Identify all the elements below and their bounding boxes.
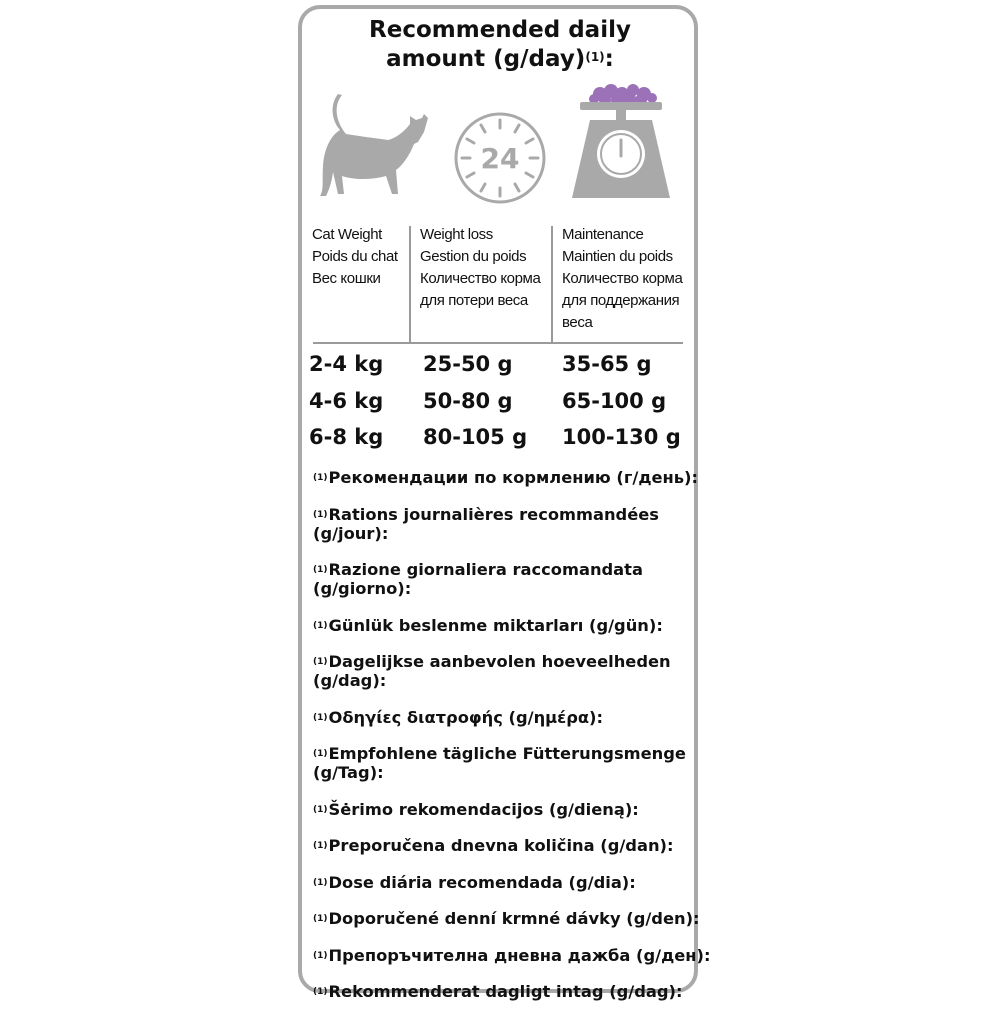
clock-24-icon bbox=[456, 114, 544, 202]
icon-row bbox=[300, 84, 700, 204]
translation-note bbox=[313, 560, 699, 598]
clock-label: 24 bbox=[480, 142, 520, 175]
footnote-mark: (1) bbox=[313, 712, 328, 723]
translation-text: (g/dag): bbox=[313, 671, 387, 690]
translation-note bbox=[313, 836, 699, 855]
translation-text: Dose diária recomendada (g/dia): bbox=[328, 872, 636, 892]
footnote-mark: (1) bbox=[313, 749, 328, 759]
guide-title bbox=[300, 16, 700, 74]
footnote-mark: (1) bbox=[313, 914, 328, 924]
translation-text: Рекомендации по кормлению (г/день): bbox=[328, 468, 699, 487]
translation-note bbox=[313, 505, 699, 543]
translation-text: Empfohlene tägliche Fütterungsmenge bbox=[328, 744, 686, 763]
translation-text: Šėrimo rekomendacijos (g/dieną): bbox=[328, 799, 639, 819]
translation-line bbox=[313, 671, 699, 690]
translation-note bbox=[313, 468, 699, 487]
header-maintenance: Maintenance Maintien du poids Количество корма для поддержания веса bbox=[562, 226, 683, 331]
translation-text: Rekommenderat dagligt intag (g/dag): bbox=[328, 982, 683, 1001]
translation-note bbox=[313, 909, 699, 928]
footnote-mark: (1) bbox=[313, 565, 328, 575]
translation-line bbox=[313, 652, 699, 671]
translations-list bbox=[313, 468, 711, 1019]
column-divider bbox=[409, 226, 411, 342]
translation-text: Rations journalières recommandées bbox=[328, 504, 659, 524]
translation-text: Razione giornaliera raccomandata bbox=[328, 560, 643, 579]
translation-note bbox=[313, 616, 699, 635]
title-line-2: amount $(g/day)^{(1)}$: bbox=[386, 46, 614, 72]
translation-text: Doporučené denní krmné dávky (g/den): bbox=[328, 909, 700, 928]
kitchen-scale-icon bbox=[572, 84, 670, 198]
footnote-mark: (1) bbox=[313, 877, 328, 888]
translation-line bbox=[313, 945, 711, 965]
translation-line bbox=[313, 909, 699, 928]
translation-line bbox=[313, 524, 699, 543]
translation-line bbox=[313, 800, 699, 819]
translation-note bbox=[313, 873, 699, 892]
translation-text: Dagelijkse aanbevolen hoeveelheden bbox=[328, 652, 671, 671]
translation-line bbox=[313, 873, 699, 892]
translation-note bbox=[313, 945, 711, 965]
translation-line bbox=[313, 836, 699, 855]
footnote-mark: (1) bbox=[313, 841, 328, 851]
header-cat-weight: Cat Weight Poids du chat Вес кошки bbox=[312, 226, 398, 287]
translation-text: (g/Tag): bbox=[313, 763, 384, 782]
translation-line bbox=[313, 744, 699, 763]
translation-line bbox=[313, 579, 699, 598]
footnote-mark: (1) bbox=[313, 804, 328, 815]
translation-text: (g/jour): bbox=[313, 523, 389, 543]
translation-text: Günlük beslenme miktarları (g/gün): bbox=[328, 615, 663, 635]
translation-line bbox=[313, 560, 699, 579]
translation-note bbox=[313, 982, 699, 1001]
header-divider bbox=[313, 342, 683, 344]
footnote-mark: (1) bbox=[313, 620, 328, 631]
translation-text: (g/giorno): bbox=[313, 579, 412, 598]
footnote-mark: (1) bbox=[585, 50, 605, 64]
title-line-1: Recommended daily bbox=[369, 17, 631, 43]
translation-text: Preporučena dnevna količina (g/dan): bbox=[328, 836, 674, 855]
translation-line bbox=[313, 982, 699, 1001]
footnote-mark: (1) bbox=[313, 509, 328, 520]
footnote-mark: (1) bbox=[313, 950, 328, 961]
translation-note bbox=[313, 652, 699, 690]
translation-text: Препоръчителна дневна дажба (g/ден): bbox=[328, 945, 711, 965]
translation-line bbox=[313, 763, 699, 782]
column-divider bbox=[551, 226, 553, 342]
footnote-mark: (1) bbox=[313, 657, 328, 667]
translation-note bbox=[313, 708, 699, 727]
translation-line bbox=[313, 616, 699, 635]
translation-note bbox=[313, 800, 699, 819]
footnote-mark: (1) bbox=[313, 473, 328, 483]
translation-line bbox=[313, 468, 699, 487]
translation-text: Οδηγίες διατροφής (g/ημέρα): bbox=[328, 707, 603, 727]
cat-silhouette-icon bbox=[320, 94, 428, 196]
translation-note bbox=[313, 744, 699, 782]
header-weight-loss: Weight loss Gestion du poids Количество корма для потери веса bbox=[420, 226, 541, 309]
footnote-mark: (1) bbox=[313, 987, 328, 997]
translation-line bbox=[313, 505, 699, 524]
translation-line bbox=[313, 708, 699, 727]
